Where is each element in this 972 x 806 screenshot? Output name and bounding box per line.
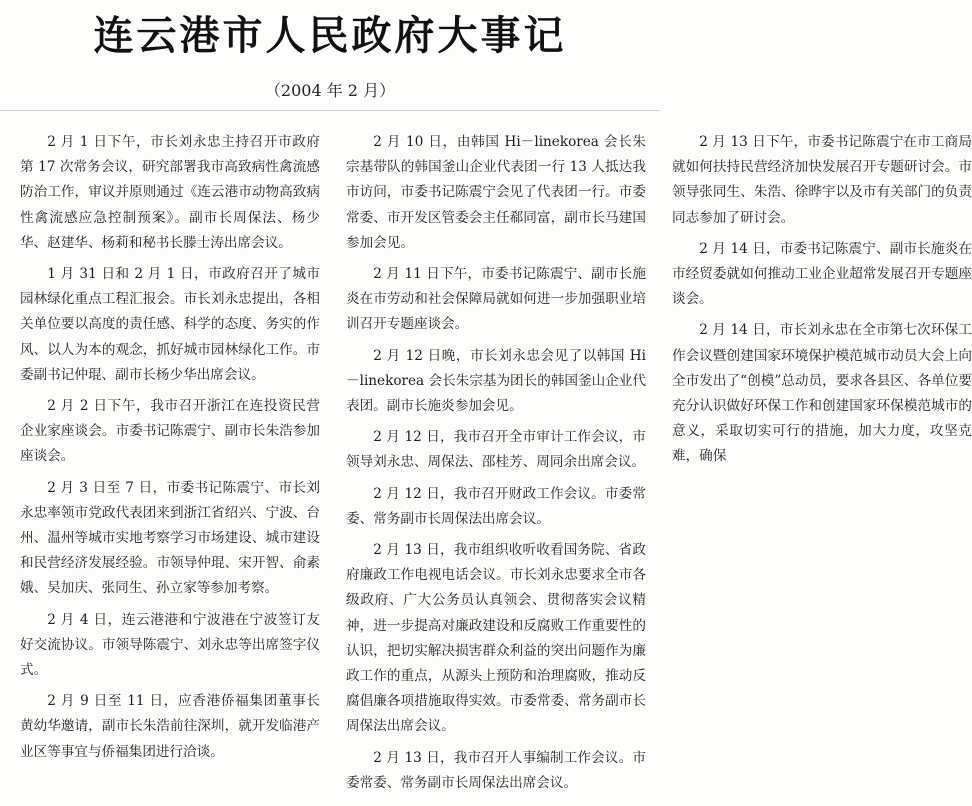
event-entry: 2 月 2 日下午，我市召开浙江在连投资民营企业家座谈会。市委书记陈震宁、副市长朱浩参加座谈会。: [20, 398, 320, 465]
event-entry: 2 月 3 日至 7 日，市委书记陈震宁、市长刘永忠率领市党政代表团来到浙江省绍兴、宁波、台州、温州等城市实地考察学习市场建设、城市建设和民营经济发展经验。市领导仲琨、宋开智、俞素娥、吴加庆、张同生、孙立家等参加考察。: [20, 479, 320, 597]
event-entry: 2 月 14 日，市长刘永忠在全市第七次环保工作会议暨创建国家环境保护模范城市动员大会上向全市发出了“创模”总动员，要求各县区、各单位要充分认识做好环保工作和创建国家环保模范城市的意义，采取切实可行的措施，加大力度，攻坚克难，确保: [672, 322, 972, 465]
event-entry: 2 月 13 日下午，市委书记陈震宁在市工商局就如何扶持民营经济加快发展召开专题研讨会。市领导张同生、朱浩、徐晔宇以及市有关部门的负责同志参加了研讨会。: [672, 134, 972, 226]
event-entry: 2 月 13 日，我市组织收听收看国务院、省政府廉政工作电视电话会议。市长刘永忠要求全市各级政府、广大公务员认真领会、贯彻落实会议精神，进一步提高对廉政建设和反腐败工作重要性的认识，把切实解决损害群众利益的突出问题作为廉政工作的重点，从源头上预防和治理腐败，推动反腐倡廉各项措施取得实效。市委常委、常务副市长周保法出席会议。: [346, 542, 646, 735]
event-columns: [20, 130, 972, 806]
page-title: 连云港市人民政府大事记: [93, 12, 567, 59]
event-entry: 2 月 12 日，我市召开全市审计工作会议，市领导刘永忠、周保法、邵桂芳、周同余出席会议。: [346, 429, 646, 471]
event-entry: 2 月 9 日至 11 日，应香港侨福集团董事长黄幼华邀请，副市长朱浩前往深圳，就开发临港产业区等事宜与侨福集团进行洽谈。: [20, 693, 320, 760]
event-entry: 2 月 12 日晚，市长刘永忠会见了以韩国 Hi－linekorea 会长朱宗基为团长的韩国釜山企业代表团。副市长施炎参加会见。: [346, 347, 646, 415]
event-entry: 2 月 12 日，我市召开财政工作会议。市委常委、常务副市长周保法出席会议。: [346, 485, 646, 527]
event-entry: 2 月 13 日，我市召开人事编制工作会议。市委常委、常务副市长周保法出席会议。: [346, 749, 646, 791]
page-subtitle: （2004 年 2 月）: [264, 81, 396, 100]
event-entry: 2 月 10 日，由韩国 Hi－linekorea 会长朱宗基带队的韩国釜山企业代表团一行 13 人抵达我市访问，市委书记陈震宁会见了代表团一行。市委常委、市开发区管委会主任郗同富，副市长马建国参加会见。: [346, 134, 646, 251]
divider: [0, 110, 660, 111]
event-entry: 2 月 1 日下午，市长刘永忠主持召开市政府第 17 次常务会议，研究部署我市高致病性禽流感防治工作，审议并原则通过《连云港市动物高致病性禽流感应急控制预案》。副市长周保法、杨少华、赵建华、杨莉和秘书长滕士涛出席会议。: [20, 134, 320, 251]
event-entry: 2 月 4 日，连云港港和宁波港在宁波签订友好交流协议。市领导陈震宁、刘永忠等出席签字仪式。: [20, 611, 320, 679]
event-entry: 2 月 14 日，市委书记陈震宁、副市长施炎在市经贸委就如何推动工业企业超常发展召开专题座谈会。: [672, 240, 972, 308]
event-entry: 2 月 11 日下午，市委书记陈震宁、副市长施炎在市劳动和社会保障局就如何进一步加强职业培训召开专题座谈会。: [346, 266, 646, 333]
event-entry: 1 月 31 日和 2 月 1 日，市政府召开了城市园林绿化重点工程汇报会。市长刘永忠提出，各相关单位要以高度的责任感、科学的态度、务实的作风、以人为本的观念，抓好城市园林绿化工作。市委副书记仲琨、副市长杨少华出席会议。: [20, 266, 320, 383]
